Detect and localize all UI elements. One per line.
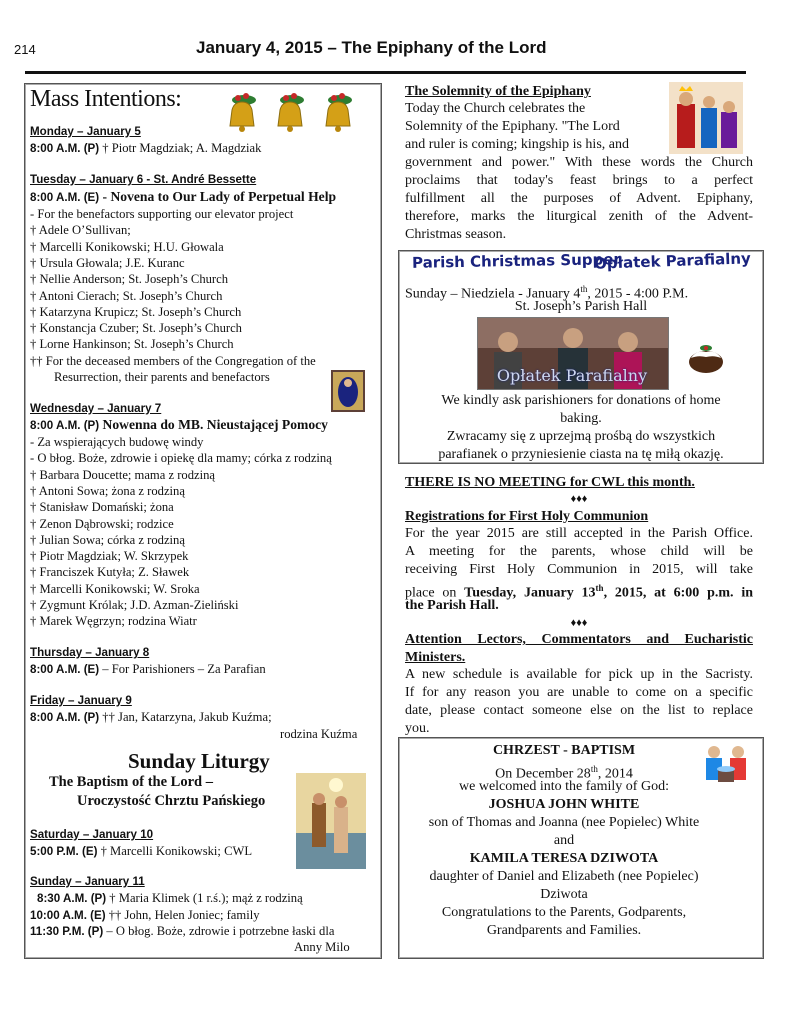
day-heading: Wednesday – January 7 [30,402,162,415]
intention-item: † Antoni Sowa; żona z rodziną [30,483,185,498]
mass-text: † Maria Klimek (1 r.ś.); mąż z rodziną [106,891,303,905]
baptism-date: On December 28th, 2014 [495,764,633,782]
mass-intentions-title: Mass Intentions: [30,86,182,112]
intention-item: † Adele O’Sullivan; [30,223,131,238]
cwl-notice: THERE IS NO MEETING for CWL this month. [405,475,695,490]
mass-text-cont: Anny Milo [294,940,350,954]
intention-item: † Ursula Głowala; J.E. Kuranc [30,255,185,270]
intention-item: † Franciszek Kutyła; Z. Sławek [30,565,190,580]
baptism-welcome: we welcomed into the family of God: [459,779,669,794]
baptism-parents-1: son of Thomas and Joanna (nee Popielec) White [428,815,700,830]
magi-image [669,82,743,154]
communion-line-4: place on Tuesday, January 13th, 2015, at 6:00 p.m. in [405,583,754,601]
intention-item: † Nellie Anderson; St. Joseph’s Church [30,272,228,287]
intention-item: †† For the deceased members of the Congregation of the [30,353,316,368]
mass-entry [37,890,303,907]
intention-item: † Marcelli Konikowski; H.U. Głowala [30,239,224,254]
day-heading: Friday – January 9 [30,694,132,707]
intention-item: † Konstancja Czuber; St. Joseph’s Church [30,321,242,336]
supper-date: Sunday – Niedziela - January 4th, 2015 - 4:00 P.M. [405,284,689,302]
intention-item: - O błog. Boże, zdrowie i opiekę dla mamy; córka z rodziną [30,451,332,466]
supper-title-en: Parish Christmas Supper [411,250,621,272]
supper-line: We kindly ask parishioners for donations of home [441,393,721,408]
lectors-line: A new schedule is available for pick up in the Sacristy. [405,667,753,682]
epiphany-title: The Solemnity of the Epiphany [405,84,591,99]
mass-time: 8:00 A.M. (P) [30,419,100,432]
intention-item: † Barbara Doucette; mama z rodziną [30,467,215,482]
baptism-title: CHRZEST - BAPTISM [492,743,636,758]
day-heading: Sunday – January 11 [30,875,145,888]
supper-line: baking. [560,411,602,426]
our-lady-icon [331,370,365,412]
intention-item: - Za wspierających budowę windy [30,435,204,449]
header-rule [25,71,746,74]
intention-item: † Marek Węgrzyn; rodzina Wiatr [30,614,197,629]
intention-item: † Lorne Hankinson; St. Joseph’s Church [30,337,234,352]
baptism-child-1: JOSHUA JOHN WHITE [488,797,640,812]
christmas-bells-icon [222,88,366,138]
mass-entry [30,709,272,726]
supper-title-pl: Opłatek Parafialny [593,249,752,273]
intention-item: † Piotr Magdziak; W. Skrzypek [30,549,189,564]
intention-item: † Julian Sowa; córka z rodziną [30,532,185,547]
lectors-line: If for any reason you are unable to come on a specific [405,685,753,700]
mass-text: †† Jan, Katarzyna, Jakub Kuźma; [99,710,272,724]
supper-line: parafianek o przyniesienie ciasta na tę miłą okazję. [438,447,724,462]
baptism-and: and [553,833,575,848]
baptism-parents-2b: Dziwota [540,887,588,902]
baptism-child-2: KAMILA TERESA DZIWOTA [469,851,659,866]
mass-time: 10:00 A.M. (E) [30,908,106,922]
lectors-title-1: Attention Lectors, Commentators and Eucharistic [405,632,753,647]
mass-text: – For Parishioners – Za Parafian [99,662,266,676]
epiphany-line: therefore, marks the liturgical zenith of the Advent- [405,209,753,224]
mass-text: - Novena to Our Lady of Perpetual Help [99,189,337,204]
intention-item: - For the benefactors supporting our elevator project [30,207,294,221]
sunday-subtitle-1: The Baptism of the Lord – [49,774,213,790]
christmas-pudding-icon [686,340,726,374]
mass-time: 8:00 A.M. (P) [30,711,100,724]
intention-item: † Marcelli Konikowski; W. Sroka [30,581,200,596]
baptism-congrats-1: Congratulations to the Parents, Godparents, [441,905,687,920]
lectors-line: date, please contact someone else on the list to replace [405,703,753,718]
mass-time: 8:30 A.M. (P) [37,892,107,905]
communion-title: Registrations for First Holy Communion [405,509,649,524]
mass-text: †† John, Helen Joniec; family [105,907,260,922]
supper-line: Zwracamy się z uprzejmą prośbą do wszystkich [446,429,716,444]
intention-item: † Katarzyna Krupicz; St. Joseph’s Church [30,304,242,319]
day-heading: Saturday – January 10 [30,828,154,841]
epiphany-line: government and power." With these words the Church [405,155,753,170]
baptism-parents-2a: daughter of Daniel and Elizabeth (nee Popielec) [429,869,699,884]
lectors-line: you. [405,721,430,736]
epiphany-line: Christmas season. [405,227,507,242]
mass-text: † Piotr Magdziak; A. Magdziak [99,141,262,155]
supper-place: St. Joseph’s Parish Hall [514,299,648,314]
communion-line: receiving First Holy Communion in 2015, will take [405,562,753,577]
mass-entry [30,907,260,924]
mass-time: 8:00 A.M. (P) [30,142,100,155]
mass-text: † Marcelli Konikowski; CWL [97,844,253,858]
lectors-title-2: Ministers. [405,650,466,665]
communion-line-5: the Parish Hall. [405,598,499,613]
page-number: 214 [14,42,36,57]
page-title: January 4, 2015 – The Epiphany of the Lord [196,38,547,57]
mass-entry [30,661,266,678]
oplatek-photo-caption: Opłatek Parafialny [496,366,648,385]
mass-text: – O błog. Boże, zdrowie i potrzebne łaski dla [103,924,335,938]
epiphany-line: fulfillment all the purposes of Advent. Epiphany, [405,191,753,206]
day-heading: Thursday – January 8 [30,646,150,659]
separator-1: ♦♦♦ [570,493,588,505]
sunday-subtitle-2: Uroczystość Chrztu Pańskiego [77,793,266,809]
epiphany-line: proclaims that today's feast brings to a perfect [405,173,753,188]
epiphany-line: and ruler is coming; kingship is his, and [405,137,629,152]
baptism-congrats-2: Grandparents and Families. [486,923,642,938]
communion-line: A meeting for the parents, whose child will be [405,544,753,559]
intention-item: † Zenon Dąbrowski; rodzice [30,516,174,531]
mass-time: 11:30 P.M. (P) [30,925,104,938]
day-heading: Monday – January 5 [30,125,141,138]
mass-entry [30,417,328,434]
mass-time: 5:00 P.M. (E) [30,845,98,858]
mass-entry [30,189,336,206]
mass-entry [30,843,252,860]
mass-text-cont: rodzina Kuźma [280,727,358,741]
mass-text: Nowenna do MB. Nieustającej Pomocy [99,417,328,432]
intention-item: † Zygmunt Królak; J.D. Azman-Zieliński [30,598,239,612]
sunday-liturgy-title: Sunday Liturgy [128,749,270,773]
baptism-of-christ-image [296,773,366,869]
intention-item: † Stanisław Domański; żona [30,500,174,515]
epiphany-line: Today the Church celebrates the [405,101,586,116]
day-heading: Tuesday – January 6 - St. André Bessette [30,173,257,186]
separator-2: ♦♦♦ [570,617,588,629]
mass-entry [30,923,334,940]
communion-line: For the year 2015 are still accepted in the Parish Office. [405,526,753,541]
intention-item: Resurrection, their parents and benefactors [54,370,270,384]
epiphany-line: Solemnity of the Epiphany. "The Lord [405,119,620,134]
mass-entry [30,140,261,157]
mass-time: 8:00 A.M. (E) [30,663,100,676]
mass-time: 8:00 A.M. (E) [30,191,100,204]
intention-item: † Antoni Cierach; St. Joseph’s Church [30,288,223,303]
